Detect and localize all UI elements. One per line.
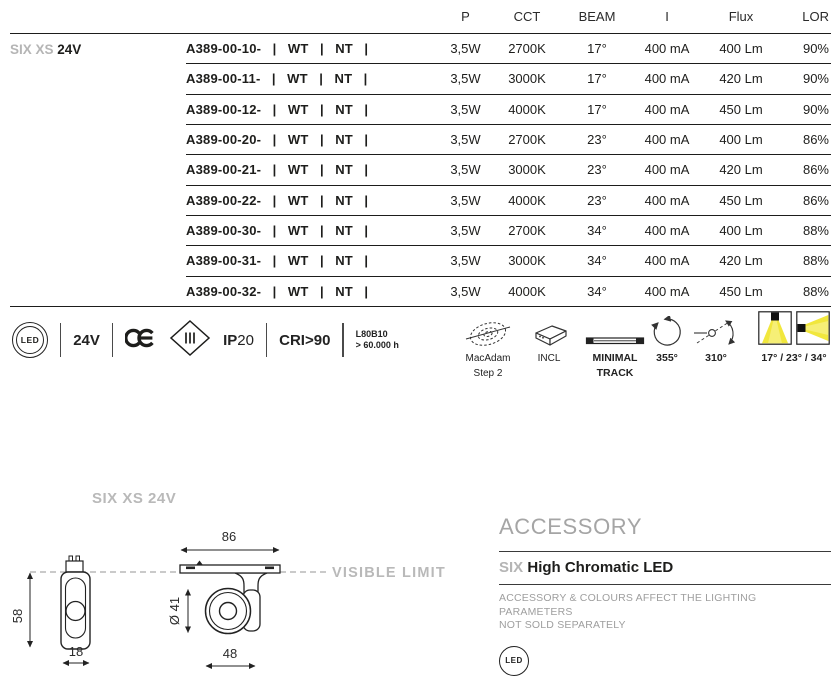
cell-flux: 400 Lm <box>719 223 763 239</box>
table-row <box>186 64 831 94</box>
voltage-label: 24V <box>73 331 100 349</box>
dim-width: 86 <box>221 529 237 544</box>
table-row <box>186 155 831 185</box>
diagram-title: SIX XS 24V <box>92 490 177 507</box>
spec-table <box>10 0 831 307</box>
cell-flux: 450 Lm <box>719 192 763 208</box>
cell-beam: 17° <box>587 41 607 57</box>
col-lor: LOR <box>802 9 829 24</box>
driver-box-icon <box>529 316 569 350</box>
cell-beam: 17° <box>587 71 607 87</box>
accessory-section <box>499 514 831 676</box>
minimal-track-icon <box>585 316 645 350</box>
product-family-label <box>10 42 81 57</box>
cell-current: 400 mA <box>644 132 690 148</box>
accessory-title: ACCESSORY <box>499 514 643 539</box>
feature-beam-angles: 17° / 23° / 34° <box>755 316 833 365</box>
cell-cct: 2700K <box>508 41 546 57</box>
product-code: A389-00-31- | WT | NT | <box>186 253 369 269</box>
divider <box>112 323 113 357</box>
cell-current: 400 mA <box>644 71 690 87</box>
product-code: A389-00-21- | WT | NT | <box>186 162 369 178</box>
dim-height: 58 <box>10 608 25 624</box>
cell-cct: 3000K <box>508 253 546 269</box>
cell-lor: 88% <box>802 253 829 269</box>
product-code: A389-00-12- | WT | NT | <box>186 101 369 117</box>
cell-beam: 23° <box>587 192 607 208</box>
cell-power: 3,5W <box>450 192 481 208</box>
cell-current: 400 mA <box>644 253 690 269</box>
cell-current: 400 mA <box>644 192 690 208</box>
cell-power: 3,5W <box>450 162 481 178</box>
beam-icons <box>758 316 830 350</box>
cell-lor: 88% <box>802 223 829 239</box>
cell-power: 3,5W <box>450 253 481 269</box>
product-code: A389-00-20- | WT | NT | <box>186 132 369 148</box>
feature-minimal-track: MINIMAL TRACK <box>580 316 650 379</box>
cell-power: 3,5W <box>450 41 481 57</box>
cell-lor: 90% <box>802 71 829 87</box>
dim-diameter: Ø 41 <box>167 596 182 626</box>
dim-base: 48 <box>222 646 238 661</box>
col-beam: BEAM <box>578 9 616 24</box>
divider <box>342 323 343 357</box>
cell-current: 400 mA <box>644 162 690 178</box>
cell-cct: 3000K <box>508 162 546 178</box>
cell-current: 400 mA <box>644 41 690 57</box>
ip-rating-label: IP20 <box>223 331 254 349</box>
spec-table-header <box>10 0 831 33</box>
cri-label: CRI>90 <box>279 331 331 349</box>
cell-power: 3,5W <box>450 101 481 117</box>
product-code: A389-00-30- | WT | NT | <box>186 223 369 239</box>
cell-beam: 23° <box>587 162 607 178</box>
divider <box>266 323 267 357</box>
product-code: A389-00-10- | WT | NT | <box>186 41 369 57</box>
cell-power: 3,5W <box>450 132 481 148</box>
led-accessory-icon: LED <box>499 646 529 676</box>
table-row <box>186 186 831 216</box>
cell-beam: 34° <box>587 253 607 269</box>
accessory-note: ACCESSORY & COLOURS AFFECT THE LIGHTING PARAMETERS NOT SOLD SEPARATELY <box>499 592 757 631</box>
side-view <box>61 556 90 649</box>
feature-driver-included: INCL <box>524 316 574 365</box>
feature-tilt-310: 310° <box>692 316 740 365</box>
cell-cct: 4000K <box>508 192 546 208</box>
cell-beam: 34° <box>587 283 607 299</box>
dim-depth: 18 <box>68 644 84 659</box>
product-code: A389-00-11- | WT | NT | <box>186 71 368 87</box>
cell-lor: 90% <box>802 101 829 117</box>
cell-power: 3,5W <box>450 223 481 239</box>
cell-flux: 420 Lm <box>719 253 763 269</box>
macadam-icon <box>464 316 512 350</box>
cell-flux: 400 Lm <box>719 41 763 57</box>
cell-cct: 3000K <box>508 71 546 87</box>
family-series: SIX XS <box>10 42 58 57</box>
tilt-310-icon <box>693 316 739 350</box>
dimension-drawing <box>0 480 460 674</box>
cell-lor: 90% <box>802 41 829 57</box>
table-row <box>186 125 831 155</box>
lifetime-label: L80B10 > 60.000 h <box>355 329 399 350</box>
cell-beam: 23° <box>587 132 607 148</box>
cell-current: 400 mA <box>644 223 690 239</box>
feature-macadam: MacAdam Step 2 <box>454 316 522 379</box>
beam-right-icon <box>796 311 830 350</box>
cell-current: 400 mA <box>644 101 690 117</box>
rotation-355-icon <box>649 316 685 350</box>
visible-limit-label: VISIBLE LIMIT <box>332 565 446 581</box>
divider <box>499 551 831 552</box>
cell-power: 3,5W <box>450 71 481 87</box>
cell-cct: 2700K <box>508 223 546 239</box>
ce-mark-icon <box>125 327 157 354</box>
cell-flux: 420 Lm <box>719 71 763 87</box>
cell-flux: 400 Lm <box>719 132 763 148</box>
table-row <box>186 216 831 246</box>
spec-table-body <box>10 33 831 307</box>
product-code: A389-00-32- | WT | NT | <box>186 283 369 299</box>
cell-lor: 86% <box>802 192 829 208</box>
accessory-item: SIX High Chromatic LED <box>499 559 674 576</box>
cell-cct: 4000K <box>508 101 546 117</box>
cell-cct: 2700K <box>508 132 546 148</box>
cell-power: 3,5W <box>450 283 481 299</box>
cell-flux: 450 Lm <box>719 283 763 299</box>
cell-current: 400 mA <box>644 283 690 299</box>
certification-strip <box>12 318 399 362</box>
col-cct: CCT <box>513 9 541 24</box>
table-row <box>186 277 831 306</box>
cell-flux: 420 Lm <box>719 162 763 178</box>
table-row <box>186 34 831 64</box>
divider <box>499 584 831 585</box>
cell-lor: 88% <box>802 283 829 299</box>
product-code: A389-00-22- | WT | NT | <box>186 192 369 208</box>
col-current: I <box>665 9 669 24</box>
cell-beam: 34° <box>587 223 607 239</box>
cell-beam: 17° <box>587 101 607 117</box>
table-row <box>186 246 831 276</box>
class-three-icon <box>169 319 211 362</box>
led-source-icon: LED <box>12 322 48 358</box>
front-view <box>180 561 280 634</box>
family-voltage: 24V <box>57 42 82 57</box>
beam-down-icon <box>758 311 792 350</box>
cell-lor: 86% <box>802 132 829 148</box>
cell-lor: 86% <box>802 162 829 178</box>
cell-cct: 4000K <box>508 283 546 299</box>
cell-flux: 450 Lm <box>719 101 763 117</box>
col-power: P <box>461 9 470 24</box>
col-flux: Flux <box>728 9 754 24</box>
divider <box>60 323 61 357</box>
feature-rotation-355: 355° <box>645 316 689 365</box>
table-row <box>186 95 831 125</box>
